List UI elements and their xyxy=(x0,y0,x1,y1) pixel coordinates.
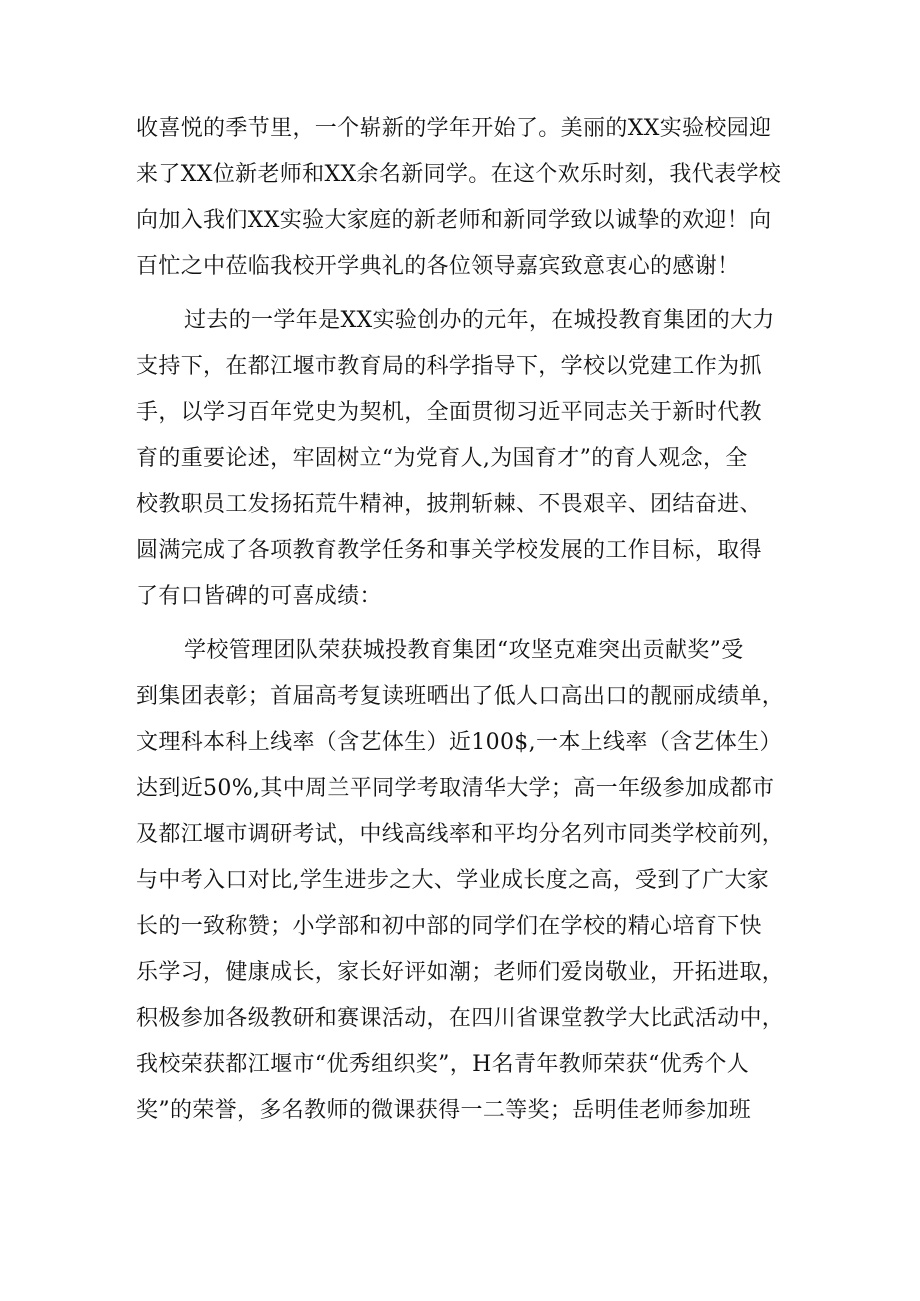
paragraph-3-line-9: 积极参加各级教研和赛课活动，在四川省课堂教学大比武活动中， xyxy=(136,1006,785,1031)
paragraph-1-line-2: 来了XX位新老师和XX余名新同学。在这个欢乐时刻，我代表学校 xyxy=(136,162,782,187)
paragraph-3-line-7: 长的一致称赞；小学部和初中部的同学们在学校的精心培育下快 xyxy=(136,914,762,939)
paragraph-3-line-8: 乐学习，健康成长，家长好评如潮；老师们爱岗敬业，开拓进取， xyxy=(136,960,785,985)
paragraph-3-line-1: 学校管理团队荣获城投教育集团“攻坚克难突出贡献奖”受 xyxy=(184,638,744,663)
paragraph-3-line-3: 文理科本科上线率（含艺体生）近100$,一本上线率（含艺体生） xyxy=(136,730,782,755)
paragraph-3-line-10: 我校荣获都江堰市“优秀组织奖”，H名青年教师荣获“优秀个人 xyxy=(136,1052,750,1077)
paragraph-2-line-5: 校教职员工发扬拓荒牛精神，披荆斩棘、不畏艰辛、团结奋进、 xyxy=(136,492,762,517)
paragraph-2-line-3: 手，以学习百年党史为契机，全面贯彻习近平同志关于新时代教 xyxy=(136,400,762,425)
paragraph-2-line-1: 过去的一学年是XX实验创办的元年，在城投教育集团的大力 xyxy=(184,308,775,333)
paragraph-2-line-4: 育的重要论述，牢固树立“为党育人,为国育才”的育人观念，全 xyxy=(136,446,748,471)
paragraph-2-line-2: 支持下，在都江堰市教育局的科学指导下，学校以党建工作为抓 xyxy=(136,354,762,379)
paragraph-3-line-6: 与中考入口对比,学生进步之大、学业成长度之高，受到了广大家 xyxy=(136,868,770,893)
paragraph-3-line-5: 及都江堰市调研考试，中线高线率和平均分名列市同类学校前列， xyxy=(136,822,785,847)
paragraph-1-line-4: 百忙之中莅临我校开学典礼的各位领导嘉宾致意衷心的感谢！ xyxy=(136,254,740,279)
paragraph-3-line-11: 奖”的荣誉，多名教师的微课获得一二等奖；岳明佳老师参加班 xyxy=(136,1098,752,1123)
paragraph-1-line-3: 向加入我们XX实验大家庭的新老师和新同学致以诚挚的欢迎！向 xyxy=(136,208,772,233)
paragraph-1-line-1: 收喜悦的季节里，一个崭新的学年开始了。美丽的XX实验校园迎 xyxy=(136,116,772,141)
paragraph-3-line-4: 达到近50%,其中周兰平同学考取清华大学；高一年级参加成都市 xyxy=(136,776,775,801)
paragraph-3-line-2: 到集团表彰；首届高考复读班晒出了低人口高出口的靓丽成绩单， xyxy=(136,684,785,709)
paragraph-2-line-6: 圆满完成了各项教育教学任务和事关学校发展的工作目标，取得 xyxy=(136,538,762,563)
paragraph-2-line-7: 了有口皆碑的可喜成绩： xyxy=(136,584,382,609)
